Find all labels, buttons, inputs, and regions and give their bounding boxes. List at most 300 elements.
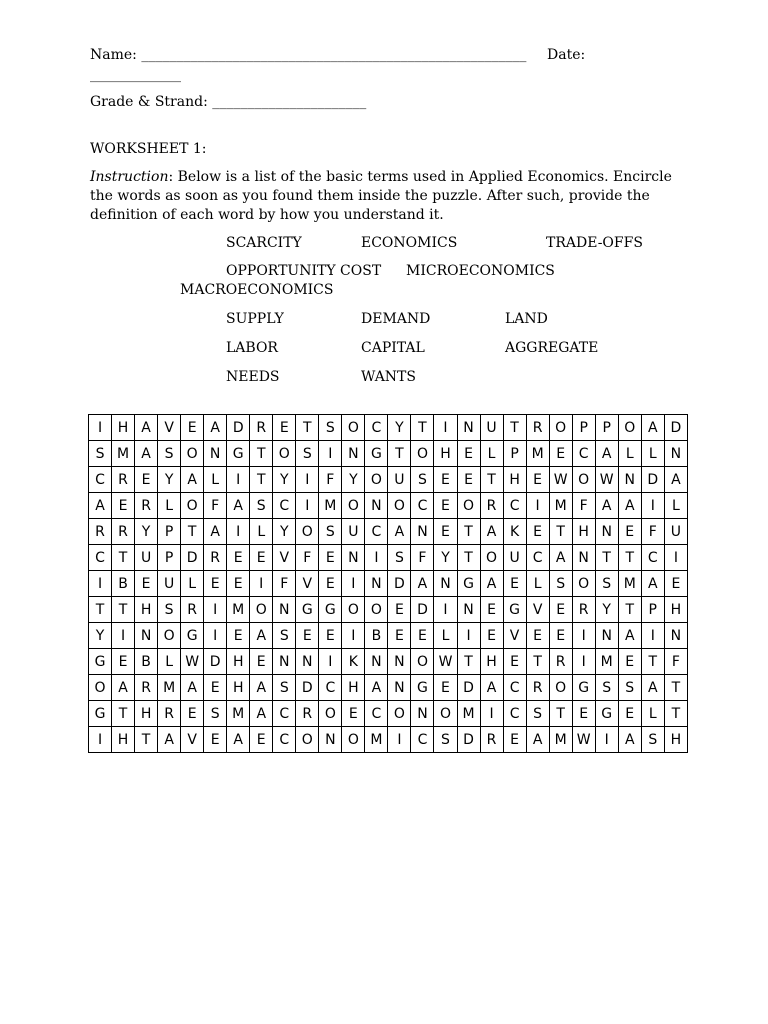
puzzle-cell[interactable]: E [296, 623, 319, 649]
puzzle-cell[interactable]: N [365, 493, 388, 519]
puzzle-cell[interactable]: M [227, 597, 250, 623]
puzzle-cell[interactable]: E [227, 623, 250, 649]
puzzle-cell[interactable]: I [664, 545, 687, 571]
puzzle-cell[interactable]: R [89, 519, 112, 545]
puzzle-cell[interactable]: D [457, 675, 480, 701]
puzzle-cell[interactable]: N [595, 519, 618, 545]
puzzle-cell[interactable]: I [319, 649, 342, 675]
puzzle-cell[interactable]: G [89, 649, 112, 675]
puzzle-cell[interactable]: S [595, 571, 618, 597]
puzzle-cell[interactable]: T [250, 441, 273, 467]
puzzle-cell[interactable]: E [549, 597, 572, 623]
puzzle-cell[interactable]: A [641, 675, 664, 701]
puzzle-cell[interactable]: E [503, 649, 526, 675]
puzzle-cell[interactable]: V [503, 623, 526, 649]
puzzle-cell[interactable]: V [273, 545, 296, 571]
puzzle-cell[interactable]: U [480, 415, 503, 441]
puzzle-cell[interactable]: G [181, 623, 204, 649]
puzzle-cell[interactable]: I [204, 623, 227, 649]
puzzle-cell[interactable]: L [641, 701, 664, 727]
puzzle-cell[interactable]: F [572, 493, 595, 519]
puzzle-cell[interactable]: T [135, 727, 158, 753]
puzzle-cell[interactable]: R [480, 727, 503, 753]
puzzle-cell[interactable]: L [641, 441, 664, 467]
puzzle-cell[interactable]: L [158, 649, 181, 675]
puzzle-cell[interactable]: A [595, 493, 618, 519]
puzzle-cell[interactable]: A [250, 701, 273, 727]
puzzle-cell[interactable]: T [250, 467, 273, 493]
puzzle-cell[interactable]: O [250, 597, 273, 623]
puzzle-cell[interactable]: O [342, 727, 365, 753]
puzzle-cell[interactable]: O [365, 467, 388, 493]
puzzle-cell[interactable]: R [526, 415, 549, 441]
puzzle-cell[interactable]: A [618, 493, 641, 519]
puzzle-cell[interactable]: E [250, 545, 273, 571]
puzzle-cell[interactable]: D [388, 571, 411, 597]
puzzle-cell[interactable]: N [296, 649, 319, 675]
puzzle-cell[interactable]: I [595, 727, 618, 753]
puzzle-cell[interactable]: T [480, 467, 503, 493]
puzzle-cell[interactable]: Y [388, 415, 411, 441]
puzzle-cell[interactable]: A [181, 467, 204, 493]
puzzle-cell[interactable]: U [158, 571, 181, 597]
puzzle-cell[interactable]: A [664, 467, 687, 493]
puzzle-cell[interactable]: F [204, 493, 227, 519]
puzzle-cell[interactable]: C [273, 727, 296, 753]
puzzle-cell[interactable]: S [434, 727, 457, 753]
puzzle-cell[interactable]: E [181, 701, 204, 727]
puzzle-cell[interactable]: P [503, 441, 526, 467]
puzzle-cell[interactable]: U [503, 545, 526, 571]
puzzle-cell[interactable]: S [158, 597, 181, 623]
puzzle-cell[interactable]: I [89, 571, 112, 597]
puzzle-cell[interactable]: T [526, 649, 549, 675]
puzzle-cell[interactable]: A [250, 675, 273, 701]
puzzle-cell[interactable]: I [526, 493, 549, 519]
puzzle-cell[interactable]: O [319, 701, 342, 727]
puzzle-cell[interactable]: N [273, 597, 296, 623]
puzzle-cell[interactable]: L [158, 493, 181, 519]
puzzle-cell[interactable]: O [572, 467, 595, 493]
puzzle-cell[interactable]: L [526, 571, 549, 597]
puzzle-cell[interactable]: A [618, 623, 641, 649]
grade-strand-field-label[interactable]: Grade & Strand: ______________________ [90, 94, 367, 110]
puzzle-cell[interactable]: L [181, 571, 204, 597]
puzzle-cell[interactable]: I [572, 623, 595, 649]
puzzle-cell[interactable]: A [618, 727, 641, 753]
puzzle-cell[interactable]: T [89, 597, 112, 623]
puzzle-cell[interactable]: O [296, 519, 319, 545]
puzzle-cell[interactable]: O [89, 675, 112, 701]
puzzle-cell[interactable]: T [457, 545, 480, 571]
puzzle-cell[interactable]: S [250, 493, 273, 519]
puzzle-cell[interactable]: E [204, 675, 227, 701]
puzzle-cell[interactable]: I [112, 623, 135, 649]
puzzle-cell[interactable]: K [342, 649, 365, 675]
puzzle-cell[interactable]: C [526, 545, 549, 571]
puzzle-cell[interactable]: P [595, 415, 618, 441]
puzzle-cell[interactable]: I [89, 727, 112, 753]
puzzle-cell[interactable]: G [319, 597, 342, 623]
puzzle-cell[interactable]: H [664, 597, 687, 623]
puzzle-cell[interactable]: I [342, 571, 365, 597]
puzzle-cell[interactable]: A [480, 519, 503, 545]
puzzle-cell[interactable]: H [434, 441, 457, 467]
puzzle-cell[interactable]: N [595, 623, 618, 649]
puzzle-cell[interactable]: N [572, 545, 595, 571]
puzzle-cell[interactable]: C [273, 493, 296, 519]
puzzle-cell[interactable]: E [319, 545, 342, 571]
puzzle-cell[interactable]: I [227, 519, 250, 545]
puzzle-cell[interactable]: M [595, 649, 618, 675]
puzzle-cell[interactable]: I [457, 623, 480, 649]
puzzle-cell[interactable]: F [411, 545, 434, 571]
puzzle-cell[interactable]: D [664, 415, 687, 441]
puzzle-cell[interactable]: R [296, 701, 319, 727]
puzzle-cell[interactable]: A [641, 415, 664, 441]
puzzle-cell[interactable]: E [411, 623, 434, 649]
puzzle-cell[interactable]: I [296, 493, 319, 519]
puzzle-cell[interactable]: B [135, 649, 158, 675]
puzzle-cell[interactable]: S [595, 675, 618, 701]
puzzle-cell[interactable]: O [158, 623, 181, 649]
puzzle-cell[interactable]: F [641, 519, 664, 545]
puzzle-cell[interactable]: H [664, 727, 687, 753]
puzzle-cell[interactable]: I [204, 597, 227, 623]
puzzle-cell[interactable]: A [480, 571, 503, 597]
puzzle-cell[interactable]: T [549, 519, 572, 545]
puzzle-cell[interactable]: E [250, 649, 273, 675]
puzzle-cell[interactable]: U [342, 519, 365, 545]
puzzle-cell[interactable]: Y [273, 467, 296, 493]
puzzle-cell[interactable]: R [135, 493, 158, 519]
puzzle-cell[interactable]: O [388, 701, 411, 727]
puzzle-cell[interactable]: I [365, 545, 388, 571]
puzzle-cell[interactable]: N [664, 441, 687, 467]
puzzle-cell[interactable]: H [135, 701, 158, 727]
puzzle-cell[interactable]: E [135, 467, 158, 493]
puzzle-cell[interactable]: C [503, 701, 526, 727]
puzzle-cell[interactable]: S [296, 441, 319, 467]
puzzle-cell[interactable]: E [319, 571, 342, 597]
puzzle-cell[interactable]: E [434, 493, 457, 519]
puzzle-cell[interactable]: A [135, 415, 158, 441]
puzzle-cell[interactable]: I [250, 571, 273, 597]
puzzle-cell[interactable]: C [319, 675, 342, 701]
puzzle-cell[interactable]: H [227, 675, 250, 701]
puzzle-cell[interactable]: H [503, 467, 526, 493]
puzzle-cell[interactable]: L [618, 441, 641, 467]
puzzle-cell[interactable]: O [411, 441, 434, 467]
puzzle-cell[interactable]: L [664, 493, 687, 519]
puzzle-cell[interactable]: F [664, 649, 687, 675]
puzzle-cell[interactable]: E [503, 727, 526, 753]
puzzle-cell[interactable]: V [526, 597, 549, 623]
puzzle-cell[interactable]: O [273, 441, 296, 467]
puzzle-cell[interactable]: A [641, 571, 664, 597]
puzzle-cell[interactable]: R [204, 545, 227, 571]
puzzle-cell[interactable]: O [296, 727, 319, 753]
puzzle-cell[interactable]: T [549, 701, 572, 727]
puzzle-cell[interactable]: I [342, 623, 365, 649]
puzzle-cell[interactable]: E [319, 623, 342, 649]
puzzle-cell[interactable]: O [434, 701, 457, 727]
puzzle-cell[interactable]: A [158, 727, 181, 753]
puzzle-cell[interactable]: A [227, 727, 250, 753]
puzzle-cell[interactable]: V [181, 727, 204, 753]
puzzle-cell[interactable]: G [457, 571, 480, 597]
puzzle-cell[interactable]: S [89, 441, 112, 467]
puzzle-cell[interactable]: D [411, 597, 434, 623]
puzzle-cell[interactable]: E [388, 597, 411, 623]
puzzle-cell[interactable]: T [411, 415, 434, 441]
puzzle-cell[interactable]: E [204, 571, 227, 597]
puzzle-cell[interactable]: Y [158, 467, 181, 493]
puzzle-cell[interactable]: E [480, 623, 503, 649]
puzzle-cell[interactable]: Y [595, 597, 618, 623]
puzzle-cell[interactable]: R [158, 701, 181, 727]
puzzle-cell[interactable]: A [181, 675, 204, 701]
puzzle-cell[interactable]: O [411, 649, 434, 675]
puzzle-cell[interactable]: G [595, 701, 618, 727]
puzzle-cell[interactable]: S [526, 701, 549, 727]
puzzle-cell[interactable]: N [365, 649, 388, 675]
puzzle-cell[interactable]: P [158, 545, 181, 571]
puzzle-cell[interactable]: B [112, 571, 135, 597]
puzzle-cell[interactable]: N [411, 701, 434, 727]
puzzle-cell[interactable]: T [595, 545, 618, 571]
puzzle-cell[interactable]: E [181, 415, 204, 441]
puzzle-cell[interactable]: C [273, 701, 296, 727]
puzzle-cell[interactable]: A [204, 519, 227, 545]
puzzle-cell[interactable]: O [480, 545, 503, 571]
puzzle-cell[interactable]: A [526, 727, 549, 753]
puzzle-cell[interactable]: R [480, 493, 503, 519]
puzzle-cell[interactable]: I [227, 467, 250, 493]
puzzle-cell[interactable]: O [181, 493, 204, 519]
puzzle-cell[interactable]: R [181, 597, 204, 623]
puzzle-cell[interactable]: P [158, 519, 181, 545]
puzzle-cell[interactable]: N [342, 441, 365, 467]
puzzle-cell[interactable]: P [572, 415, 595, 441]
puzzle-cell[interactable]: M [457, 701, 480, 727]
puzzle-cell[interactable]: R [526, 675, 549, 701]
puzzle-cell[interactable]: Y [434, 545, 457, 571]
puzzle-cell[interactable]: T [618, 545, 641, 571]
puzzle-cell[interactable]: S [204, 701, 227, 727]
puzzle-cell[interactable]: M [365, 727, 388, 753]
puzzle-cell[interactable]: S [549, 571, 572, 597]
puzzle-cell[interactable]: N [388, 649, 411, 675]
puzzle-cell[interactable]: E [273, 415, 296, 441]
puzzle-cell[interactable]: H [572, 519, 595, 545]
puzzle-cell[interactable]: L [204, 467, 227, 493]
puzzle-cell[interactable]: E [204, 727, 227, 753]
puzzle-cell[interactable]: T [296, 415, 319, 441]
puzzle-cell[interactable]: A [227, 493, 250, 519]
puzzle-cell[interactable]: A [480, 675, 503, 701]
puzzle-cell[interactable]: N [273, 649, 296, 675]
puzzle-cell[interactable]: L [480, 441, 503, 467]
puzzle-cell[interactable]: E [618, 649, 641, 675]
puzzle-cell[interactable]: C [641, 545, 664, 571]
puzzle-cell[interactable]: F [319, 467, 342, 493]
puzzle-cell[interactable]: M [549, 727, 572, 753]
puzzle-cell[interactable]: I [480, 701, 503, 727]
puzzle-cell[interactable]: W [181, 649, 204, 675]
puzzle-cell[interactable]: T [181, 519, 204, 545]
puzzle-cell[interactable]: N [457, 415, 480, 441]
puzzle-cell[interactable]: A [411, 571, 434, 597]
puzzle-cell[interactable]: S [388, 545, 411, 571]
puzzle-cell[interactable]: E [434, 519, 457, 545]
puzzle-cell[interactable]: R [112, 519, 135, 545]
puzzle-cell[interactable]: I [434, 597, 457, 623]
puzzle-cell[interactable]: G [365, 441, 388, 467]
puzzle-cell[interactable]: E [135, 571, 158, 597]
puzzle-cell[interactable]: E [250, 727, 273, 753]
puzzle-cell[interactable]: T [664, 701, 687, 727]
puzzle-cell[interactable]: S [319, 415, 342, 441]
puzzle-cell[interactable]: O [618, 415, 641, 441]
puzzle-cell[interactable]: E [434, 467, 457, 493]
puzzle-cell[interactable]: O [181, 441, 204, 467]
puzzle-cell[interactable]: M [227, 701, 250, 727]
puzzle-cell[interactable]: O [457, 493, 480, 519]
puzzle-cell[interactable]: T [457, 649, 480, 675]
puzzle-cell[interactable]: M [618, 571, 641, 597]
puzzle-cell[interactable]: O [365, 597, 388, 623]
puzzle-cell[interactable]: U [388, 467, 411, 493]
puzzle-cell[interactable]: I [296, 467, 319, 493]
puzzle-cell[interactable]: D [296, 675, 319, 701]
puzzle-cell[interactable]: R [250, 415, 273, 441]
puzzle-cell[interactable]: A [89, 493, 112, 519]
puzzle-cell[interactable]: H [112, 415, 135, 441]
puzzle-cell[interactable]: F [296, 545, 319, 571]
puzzle-cell[interactable]: A [135, 441, 158, 467]
puzzle-cell[interactable]: A [549, 545, 572, 571]
puzzle-cell[interactable]: Y [89, 623, 112, 649]
puzzle-cell[interactable]: Y [135, 519, 158, 545]
puzzle-cell[interactable]: T [112, 545, 135, 571]
puzzle-cell[interactable]: D [181, 545, 204, 571]
puzzle-cell[interactable]: C [89, 545, 112, 571]
puzzle-cell[interactable]: T [641, 649, 664, 675]
puzzle-cell[interactable]: I [572, 649, 595, 675]
puzzle-cell[interactable]: O [342, 597, 365, 623]
puzzle-cell[interactable]: S [411, 467, 434, 493]
puzzle-cell[interactable]: C [503, 493, 526, 519]
puzzle-cell[interactable]: C [503, 675, 526, 701]
puzzle-cell[interactable]: I [319, 441, 342, 467]
puzzle-cell[interactable]: W [572, 727, 595, 753]
puzzle-cell[interactable]: G [572, 675, 595, 701]
puzzle-cell[interactable]: I [388, 727, 411, 753]
puzzle-cell[interactable]: S [273, 623, 296, 649]
puzzle-cell[interactable]: T [112, 701, 135, 727]
puzzle-cell[interactable]: M [319, 493, 342, 519]
puzzle-cell[interactable]: M [526, 441, 549, 467]
puzzle-cell[interactable]: C [411, 493, 434, 519]
puzzle-cell[interactable]: N [365, 571, 388, 597]
puzzle-cell[interactable]: W [595, 467, 618, 493]
puzzle-cell[interactable]: M [549, 493, 572, 519]
puzzle-cell[interactable]: M [112, 441, 135, 467]
puzzle-cell[interactable]: G [503, 597, 526, 623]
puzzle-cell[interactable]: E [457, 467, 480, 493]
puzzle-cell[interactable]: A [204, 415, 227, 441]
puzzle-cell[interactable]: I [641, 493, 664, 519]
puzzle-cell[interactable]: R [549, 649, 572, 675]
puzzle-cell[interactable]: T [618, 597, 641, 623]
puzzle-cell[interactable]: U [664, 519, 687, 545]
puzzle-cell[interactable]: G [227, 441, 250, 467]
puzzle-cell[interactable]: R [112, 467, 135, 493]
puzzle-cell[interactable]: N [319, 727, 342, 753]
puzzle-cell[interactable]: P [641, 597, 664, 623]
puzzle-cell[interactable]: V [296, 571, 319, 597]
puzzle-cell[interactable]: A [250, 623, 273, 649]
puzzle-cell[interactable]: S [641, 727, 664, 753]
puzzle-cell[interactable]: C [365, 415, 388, 441]
puzzle-cell[interactable]: O [388, 493, 411, 519]
puzzle-cell[interactable]: T [664, 675, 687, 701]
puzzle-cell[interactable]: C [411, 727, 434, 753]
puzzle-cell[interactable]: T [112, 597, 135, 623]
puzzle-cell[interactable]: C [572, 441, 595, 467]
puzzle-cell[interactable]: A [595, 441, 618, 467]
puzzle-cell[interactable]: U [135, 545, 158, 571]
puzzle-cell[interactable]: E [618, 701, 641, 727]
puzzle-cell[interactable]: E [526, 623, 549, 649]
puzzle-cell[interactable]: D [204, 649, 227, 675]
date-field-blank[interactable]: _____________ [90, 67, 181, 83]
puzzle-cell[interactable]: L [250, 519, 273, 545]
puzzle-cell[interactable]: W [549, 467, 572, 493]
puzzle-cell[interactable]: O [572, 571, 595, 597]
puzzle-cell[interactable]: R [572, 597, 595, 623]
puzzle-cell[interactable]: A [112, 675, 135, 701]
puzzle-cell[interactable]: N [204, 441, 227, 467]
puzzle-cell[interactable]: F [273, 571, 296, 597]
puzzle-cell[interactable]: T [388, 441, 411, 467]
puzzle-cell[interactable]: E [112, 649, 135, 675]
puzzle-cell[interactable]: H [227, 649, 250, 675]
puzzle-cell[interactable]: E [112, 493, 135, 519]
puzzle-cell[interactable]: N [457, 597, 480, 623]
puzzle-cell[interactable]: A [365, 675, 388, 701]
puzzle-cell[interactable]: L [434, 623, 457, 649]
puzzle-cell[interactable]: I [434, 415, 457, 441]
puzzle-cell[interactable]: E [618, 519, 641, 545]
puzzle-cell[interactable]: C [365, 701, 388, 727]
puzzle-cell[interactable]: N [388, 675, 411, 701]
puzzle-cell[interactable]: Y [273, 519, 296, 545]
puzzle-cell[interactable]: S [618, 675, 641, 701]
puzzle-cell[interactable]: N [618, 467, 641, 493]
puzzle-cell[interactable]: E [549, 623, 572, 649]
puzzle-cell[interactable]: E [664, 571, 687, 597]
puzzle-cell[interactable]: Y [342, 467, 365, 493]
puzzle-cell[interactable]: E [342, 701, 365, 727]
puzzle-cell[interactable]: E [480, 597, 503, 623]
puzzle-cell[interactable]: E [526, 467, 549, 493]
puzzle-cell[interactable]: D [641, 467, 664, 493]
puzzle-cell[interactable]: N [135, 623, 158, 649]
puzzle-cell[interactable]: G [411, 675, 434, 701]
puzzle-cell[interactable]: O [342, 415, 365, 441]
